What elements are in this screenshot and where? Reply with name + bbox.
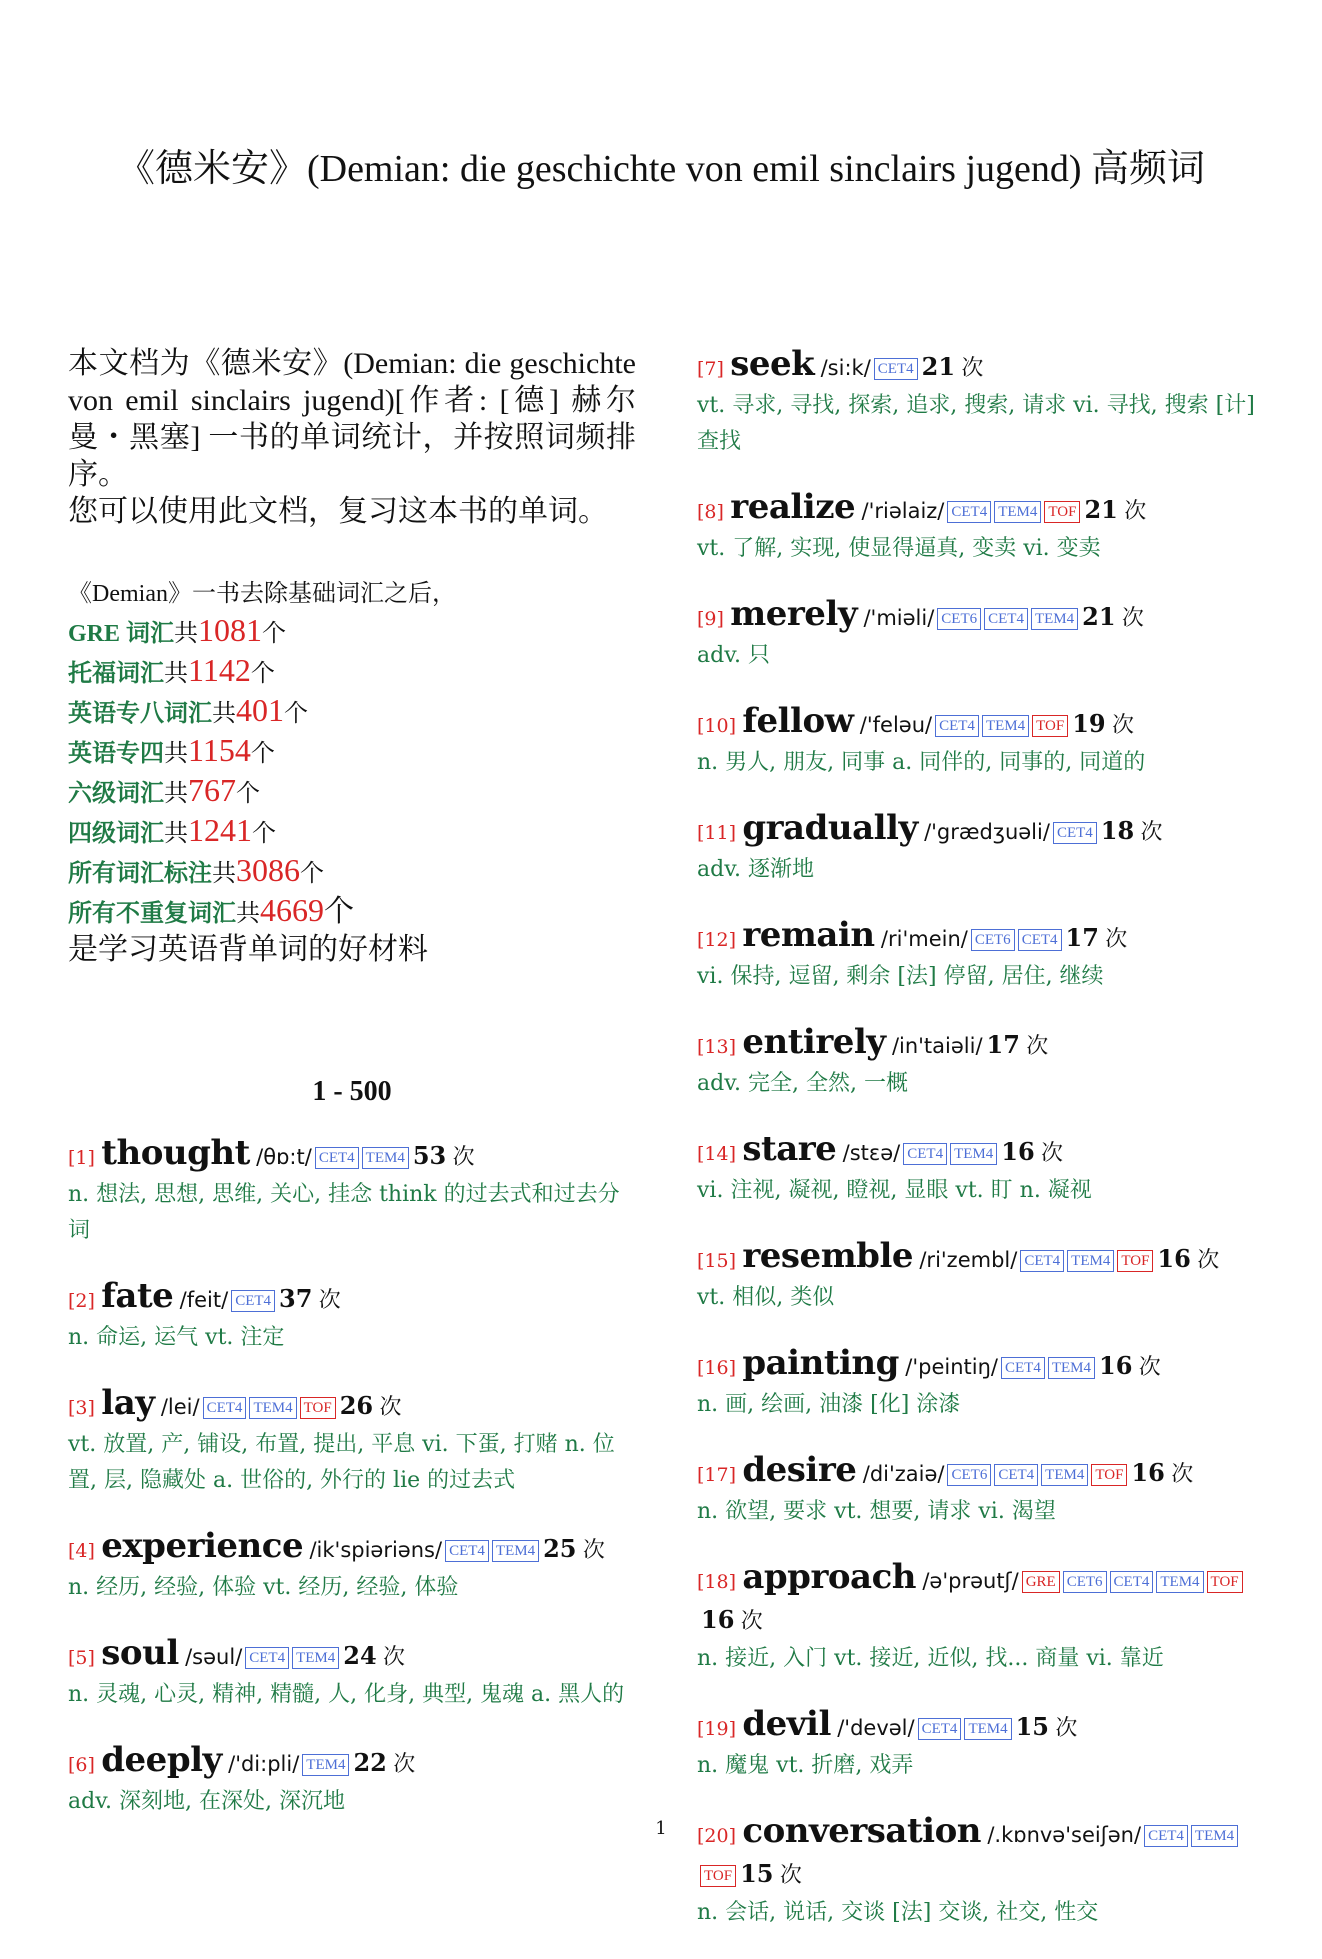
entry-count: 17 xyxy=(1065,923,1099,952)
entry-index: [15] xyxy=(697,1250,737,1272)
stats-mid: 共 xyxy=(164,661,188,687)
exam-tag-badge: CET4 xyxy=(445,1540,489,1562)
entry-head xyxy=(697,595,1277,638)
stats-unit: 个 xyxy=(250,741,275,767)
exam-tag-badge: TOF xyxy=(1091,1464,1127,1486)
entry-count: 16 xyxy=(701,1605,735,1634)
word-entry xyxy=(697,916,1277,995)
exam-tag-badge: TOF xyxy=(1044,501,1080,523)
exam-tag-badge: CET4 xyxy=(203,1397,247,1419)
exam-tag-badge: TOF xyxy=(1117,1250,1153,1272)
left-column xyxy=(68,345,636,1848)
stats-label: 六级词汇 xyxy=(68,781,164,807)
word-entry xyxy=(697,1558,1277,1677)
exam-tag-badge: CET4 xyxy=(1053,822,1097,844)
exam-tag-badge: CET4 xyxy=(903,1143,947,1165)
entry-phonetic: /'riəlaiz/ xyxy=(861,499,945,523)
exam-tag-badge: TOF xyxy=(1032,715,1068,737)
entry-count-unit: 次 xyxy=(740,1609,763,1634)
entry-count-unit: 次 xyxy=(452,1145,475,1170)
entry-phonetic: /.kɒnvə'seiʃən/ xyxy=(987,1823,1142,1847)
exam-tag-badge: TOF xyxy=(700,1865,736,1887)
entry-count: 15 xyxy=(740,1859,774,1888)
word-entry xyxy=(697,1130,1277,1209)
entry-index: [5] xyxy=(68,1647,95,1669)
entry-definition: vt. 了解, 实现, 使显得逼真, 变卖 vi. 变卖 xyxy=(697,536,1101,561)
entry-phonetic: /'di:pli/ xyxy=(228,1752,300,1776)
exam-tag-badge: TEM4 xyxy=(1048,1357,1095,1379)
entry-count-unit: 次 xyxy=(1121,606,1144,631)
entry-head xyxy=(68,1134,636,1177)
entry-count: 26 xyxy=(339,1391,374,1420)
entry-count: 24 xyxy=(343,1641,377,1670)
entry-count-unit: 次 xyxy=(1138,1355,1161,1380)
entry-phonetic: /feit/ xyxy=(179,1288,229,1312)
entry-definition: n. 经历, 经验, 体验 vt. 经历, 经验, 体验 xyxy=(68,1575,459,1600)
stats-mid: 共 xyxy=(164,781,188,807)
entry-word: painting xyxy=(742,1343,899,1383)
exam-tag-badge: CET4 xyxy=(918,1718,962,1740)
entry-head xyxy=(697,1130,1277,1173)
stats-unit: 个 xyxy=(324,895,354,928)
entry-phonetic: /ik'spiəriəns/ xyxy=(309,1538,443,1562)
entry-definition: vt. 放置, 产, 铺设, 布置, 提出, 平息 vi. 下蛋, 打赌 n. 位置, 层, 隐藏处 a. 世俗的, 外行的 lie 的过去式 xyxy=(68,1432,615,1493)
entry-index: [4] xyxy=(68,1540,95,1562)
document-title: 《德米安》(Demian: die geschichte von emil sinclairs jugend) 高频词 xyxy=(116,148,1206,190)
stats-count: 1154 xyxy=(188,732,251,768)
entry-count-unit: 次 xyxy=(383,1645,406,1670)
entry-count-unit: 次 xyxy=(1197,1248,1220,1273)
exam-tag-badge: CET4 xyxy=(245,1647,289,1669)
entry-word: lay xyxy=(101,1383,155,1423)
entry-definition: n. 灵魂, 心灵, 精神, 精髓, 人, 化身, 典型, 鬼魂 a. 黑人的 xyxy=(68,1682,625,1707)
entry-phonetic: /səul/ xyxy=(185,1645,243,1669)
entry-word: seek xyxy=(730,344,815,384)
entry-definition: n. 欲望, 要求 vt. 想要, 请求 vi. 渴望 xyxy=(697,1499,1056,1524)
entry-word: soul xyxy=(101,1633,179,1673)
entry-head xyxy=(697,1023,1277,1066)
stats-closing: 是学习英语背单词的好材料 xyxy=(68,933,428,966)
entry-count: 37 xyxy=(279,1284,313,1313)
exam-tag-badge: TEM4 xyxy=(1191,1825,1238,1847)
entry-phonetic: /'miəli/ xyxy=(863,606,935,630)
entries-left xyxy=(68,1134,636,1820)
exam-tag-badge: TEM4 xyxy=(982,715,1029,737)
stats-count: 4669 xyxy=(260,892,324,928)
exam-tag-badge: CET4 xyxy=(984,608,1028,630)
exam-tag-badge: CET6 xyxy=(937,608,981,630)
entry-word: desire xyxy=(742,1450,857,1490)
entry-count-unit: 次 xyxy=(1111,713,1134,738)
exam-tag-badge: CET6 xyxy=(947,1464,991,1486)
exam-tag-badge: TEM4 xyxy=(362,1147,409,1169)
word-entry xyxy=(68,1741,636,1820)
entry-phonetic: /in'taiəli/ xyxy=(891,1034,983,1058)
intro-text xyxy=(68,345,636,530)
entry-count-unit: 次 xyxy=(1171,1462,1194,1487)
page-number: 1 xyxy=(655,1818,667,1839)
entry-count-unit: 次 xyxy=(1140,820,1163,845)
entry-definition: vt. 相似, 类似 xyxy=(697,1285,835,1310)
entry-count: 22 xyxy=(353,1748,387,1777)
stats-unit: 个 xyxy=(284,701,308,727)
stats-mid: 共 xyxy=(212,861,236,887)
entry-head xyxy=(697,1558,1277,1641)
stats-label: 四级词汇 xyxy=(68,821,164,847)
entry-phonetic: /stɛə/ xyxy=(842,1141,901,1165)
stats-unit: 个 xyxy=(236,781,260,807)
exam-tag-badge: CET4 xyxy=(1020,1250,1064,1272)
entry-count: 17 xyxy=(986,1030,1020,1059)
word-entry xyxy=(697,1344,1277,1423)
exam-tag-badge: CET4 xyxy=(935,715,979,737)
entry-count-unit: 次 xyxy=(1041,1141,1064,1166)
entry-index: [19] xyxy=(697,1718,737,1740)
entry-head xyxy=(697,488,1277,531)
entry-word: approach xyxy=(742,1557,916,1597)
exam-tag-badge: TEM4 xyxy=(1041,1464,1088,1486)
exam-tag-badge: TEM4 xyxy=(292,1647,339,1669)
entry-count: 18 xyxy=(1100,816,1135,845)
entry-phonetic: /ri'zembl/ xyxy=(919,1248,1018,1272)
entry-definition: adv. 只 xyxy=(697,643,771,668)
entry-definition: n. 命运, 运气 vt. 注定 xyxy=(68,1325,285,1350)
entry-definition: n. 想法, 思想, 思维, 关心, 挂念 think 的过去式和过去分词 xyxy=(68,1182,620,1243)
exam-tag-badge: TEM4 xyxy=(492,1540,539,1562)
entry-head xyxy=(697,1237,1277,1280)
entry-head xyxy=(68,1741,636,1784)
entry-head xyxy=(68,1527,636,1570)
entry-phonetic: /'grædʒuəli/ xyxy=(924,820,1050,844)
entry-index: [7] xyxy=(697,358,724,380)
entry-word: deeply xyxy=(101,1740,222,1780)
word-entry xyxy=(68,1634,636,1713)
entry-count: 21 xyxy=(1084,495,1118,524)
entry-head xyxy=(68,1634,636,1677)
entry-phonetic: /'peintiŋ/ xyxy=(905,1355,998,1379)
entry-count-unit: 次 xyxy=(1026,1034,1049,1059)
word-entry xyxy=(697,1237,1277,1316)
entry-head xyxy=(68,1277,636,1320)
entry-index: [6] xyxy=(68,1754,95,1776)
exam-tag-badge: TOF xyxy=(1207,1571,1243,1593)
entry-head xyxy=(68,1384,636,1427)
stats-row xyxy=(68,852,636,892)
entry-index: [9] xyxy=(697,608,724,630)
entry-head xyxy=(697,1344,1277,1387)
exam-tag-badge: CET4 xyxy=(874,358,918,380)
entry-count-unit: 次 xyxy=(1105,927,1128,952)
word-entry xyxy=(68,1527,636,1606)
entry-count-unit: 次 xyxy=(779,1863,802,1888)
entry-phonetic: /θɒ:t/ xyxy=(256,1145,312,1169)
entry-index: [11] xyxy=(697,822,737,844)
entry-word: gradually xyxy=(742,808,918,848)
word-entry xyxy=(68,1384,636,1499)
stats-row xyxy=(68,652,636,692)
stats-count: 1081 xyxy=(198,612,263,648)
stats-rows xyxy=(68,612,636,932)
word-entry xyxy=(697,595,1277,674)
stats-row xyxy=(68,892,636,932)
stats-count: 767 xyxy=(188,772,236,808)
entry-count-unit: 次 xyxy=(1055,1716,1078,1741)
entry-index: [2] xyxy=(68,1290,95,1312)
entry-phonetic: /lei/ xyxy=(160,1395,200,1419)
intro-paragraph: 您可以使用此文档，复习这本书的单词。 xyxy=(68,495,608,528)
word-entry xyxy=(697,345,1277,460)
stats-mid: 共 xyxy=(236,901,260,927)
entry-count: 21 xyxy=(1082,602,1116,631)
entry-head xyxy=(697,916,1277,959)
intro-paragraph: 本文档为《德米安》(Demian: die geschichte von emil sinclairs jugend)[作者: [德] 赫尔曼・黑塞] 一书的单词统计，并按照词频排序。 xyxy=(68,347,636,491)
entry-word: thought xyxy=(101,1133,250,1173)
word-entry xyxy=(697,809,1277,888)
exam-tag-badge: CET4 xyxy=(1018,929,1062,951)
exam-tag-badge: CET6 xyxy=(1063,1571,1107,1593)
exam-tag-badge: GRE xyxy=(1022,1571,1060,1593)
stats-row xyxy=(68,732,636,772)
exam-tag-badge: CET4 xyxy=(1110,1571,1154,1593)
entry-definition: n. 画, 绘画, 油漆 [化] 涂漆 xyxy=(697,1392,961,1417)
entry-phonetic: /ri'mein/ xyxy=(880,927,968,951)
entry-index: [12] xyxy=(697,929,737,951)
exam-tag-badge: TEM4 xyxy=(1031,608,1078,630)
stats-unit: 个 xyxy=(252,821,276,847)
entry-word: entirely xyxy=(742,1022,886,1062)
entry-count-unit: 次 xyxy=(379,1395,402,1420)
exam-tag-badge: TEM4 xyxy=(302,1754,349,1776)
entry-index: [20] xyxy=(697,1825,737,1847)
word-entry xyxy=(697,1451,1277,1530)
stats-label: 所有词汇标注 xyxy=(68,861,212,887)
stats-unit: 个 xyxy=(262,621,287,647)
entry-count: 16 xyxy=(1131,1458,1165,1487)
stats-count: 1241 xyxy=(188,812,252,848)
exam-tag-badge: CET4 xyxy=(947,501,991,523)
entry-index: [14] xyxy=(697,1143,737,1165)
exam-tag-badge: CET4 xyxy=(1001,1357,1045,1379)
word-entry xyxy=(68,1277,636,1356)
exam-tag-badge: TEM4 xyxy=(964,1718,1011,1740)
entry-count: 21 xyxy=(921,352,956,381)
section-heading: 1 - 500 xyxy=(312,1076,392,1107)
entry-definition: vi. 保持, 逗留, 剩余 [法] 停留, 居住, 继续 xyxy=(697,964,1104,989)
stats-mid: 共 xyxy=(174,621,199,647)
right-column xyxy=(697,345,1277,1959)
entry-index: [10] xyxy=(697,715,737,737)
stats-row xyxy=(68,692,636,732)
entry-definition: adv. 逐渐地 xyxy=(697,857,815,882)
word-entry xyxy=(697,488,1277,567)
entry-count: 15 xyxy=(1015,1712,1050,1741)
entry-count: 16 xyxy=(1099,1351,1133,1380)
stats-count: 3086 xyxy=(236,852,300,888)
entry-index: [3] xyxy=(68,1397,95,1419)
exam-tag-badge: CET6 xyxy=(971,929,1015,951)
entry-definition: n. 会话, 说话, 交谈 [法] 交谈, 社交, 性交 xyxy=(697,1900,1099,1925)
entry-head xyxy=(697,345,1277,388)
entry-head xyxy=(697,809,1277,852)
stats-count: 1142 xyxy=(188,652,251,688)
exam-tag-badge: TOF xyxy=(300,1397,336,1419)
stats-label: 所有不重复词汇 xyxy=(68,901,236,927)
entry-phonetic: /ə'prəutʃ/ xyxy=(922,1569,1019,1593)
entry-phonetic: /'feləu/ xyxy=(859,713,933,737)
word-entry xyxy=(697,702,1277,781)
entry-count-unit: 次 xyxy=(393,1752,416,1777)
stats-label: GRE 词汇 xyxy=(68,621,175,647)
stats-mid: 共 xyxy=(164,821,188,847)
entry-count: 19 xyxy=(1072,709,1106,738)
word-entry xyxy=(68,1134,636,1249)
word-entry xyxy=(697,1705,1277,1784)
exam-tag-badge: TEM4 xyxy=(950,1143,997,1165)
entry-definition: adv. 完全, 全然, 一概 xyxy=(697,1071,908,1096)
entry-head xyxy=(697,1451,1277,1494)
entry-phonetic: /'devəl/ xyxy=(837,1716,915,1740)
stats-label: 托福词汇 xyxy=(68,661,164,687)
stats-unit: 个 xyxy=(250,661,275,687)
entry-definition: n. 接近, 入门 vt. 接近, 近似, 找... 商量 vi. 靠近 xyxy=(697,1646,1164,1671)
stats-label: 英语专八词汇 xyxy=(68,701,212,727)
exam-tag-badge: TEM4 xyxy=(249,1397,296,1419)
entry-word: conversation xyxy=(742,1811,981,1851)
stats-mid: 共 xyxy=(212,701,236,727)
entry-word: resemble xyxy=(742,1236,913,1276)
entry-count-unit: 次 xyxy=(961,356,984,381)
entry-word: fate xyxy=(101,1276,174,1316)
entry-word: remain xyxy=(742,915,875,955)
entry-word: experience xyxy=(101,1526,304,1566)
exam-tag-badge: CET4 xyxy=(315,1147,359,1169)
entry-index: [17] xyxy=(697,1464,737,1486)
entry-count: 53 xyxy=(412,1141,447,1170)
entry-count: 25 xyxy=(543,1534,577,1563)
entry-definition: vi. 注视, 凝视, 瞪视, 显眼 vt. 盯 n. 凝视 xyxy=(697,1178,1092,1203)
entry-word: fellow xyxy=(742,701,854,741)
entry-count: 16 xyxy=(1157,1244,1191,1273)
stats-mid: 共 xyxy=(164,741,188,767)
exam-tag-badge: TEM4 xyxy=(1156,1571,1203,1593)
entry-count-unit: 次 xyxy=(1124,499,1147,524)
entry-definition: vt. 寻求, 寻找, 探索, 追求, 搜索, 请求 vi. 寻找, 搜索 [计] 查找 xyxy=(697,393,1255,454)
stats-row xyxy=(68,812,636,852)
exam-tag-badge: CET4 xyxy=(994,1464,1038,1486)
stats-unit: 个 xyxy=(300,861,324,887)
entry-count-unit: 次 xyxy=(582,1538,605,1563)
entry-index: [16] xyxy=(697,1357,737,1379)
stats-label: 英语专四 xyxy=(68,741,164,767)
entry-count: 16 xyxy=(1001,1137,1035,1166)
entry-index: [13] xyxy=(697,1036,737,1058)
entry-phonetic: /di'zaiə/ xyxy=(862,1462,945,1486)
stats-lead: 《Demian》一书去除基础词汇之后， xyxy=(68,581,456,607)
exam-tag-badge: TEM4 xyxy=(1067,1250,1114,1272)
entry-definition: n. 魔鬼 vt. 折磨, 戏弄 xyxy=(697,1753,914,1778)
entry-count-unit: 次 xyxy=(318,1288,341,1313)
entry-word: realize xyxy=(730,487,856,527)
entry-head xyxy=(697,1705,1277,1748)
stats-row xyxy=(68,772,636,812)
entry-phonetic: /si:k/ xyxy=(820,356,871,380)
entry-head xyxy=(697,702,1277,745)
stats-count: 401 xyxy=(236,692,284,728)
entry-word: devil xyxy=(742,1704,831,1744)
entries-right xyxy=(697,345,1277,1931)
exam-tag-badge: TEM4 xyxy=(994,501,1041,523)
word-entry xyxy=(697,1023,1277,1102)
entry-word: merely xyxy=(730,594,858,634)
stats-block xyxy=(68,576,636,968)
entry-definition: n. 男人, 朋友, 同事 a. 同伴的, 同事的, 同道的 xyxy=(697,750,1146,775)
stats-row xyxy=(68,612,636,652)
exam-tag-badge: CET4 xyxy=(231,1290,275,1312)
entry-index: [1] xyxy=(68,1147,95,1169)
exam-tag-badge: CET4 xyxy=(1144,1825,1188,1847)
entry-index: [18] xyxy=(697,1571,737,1593)
entry-index: [8] xyxy=(697,501,724,523)
entry-definition: adv. 深刻地, 在深处, 深沉地 xyxy=(68,1789,345,1814)
entry-word: stare xyxy=(742,1129,837,1169)
